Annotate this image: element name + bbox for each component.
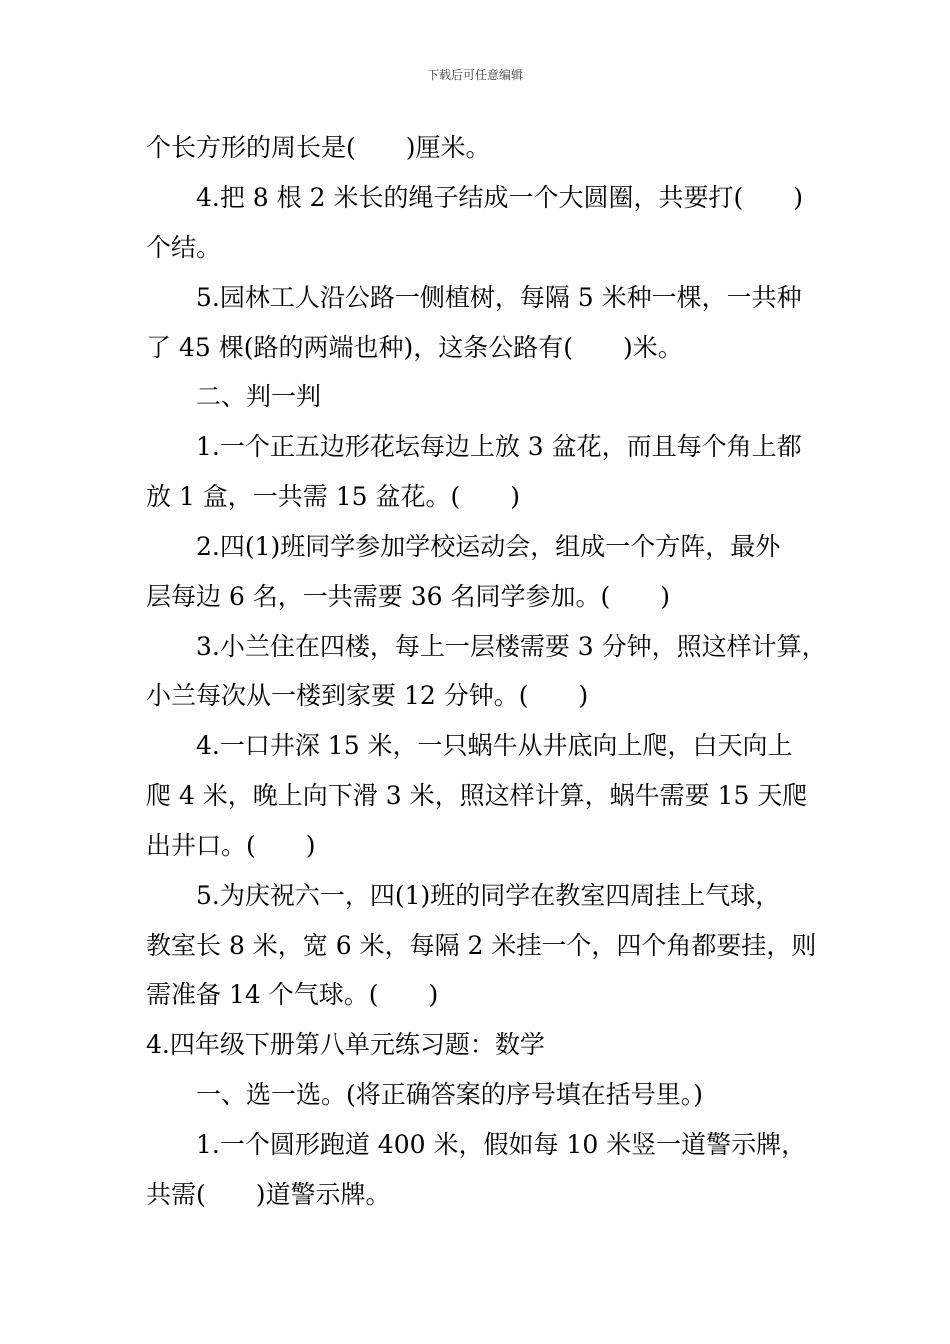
text-line: 层每边 6 名，一共需要 36 名同学参加。( ) <box>146 582 671 611</box>
text-line: 爬 4 米，晚上向下滑 3 米，照这样计算，蜗牛需要 15 天爬 <box>146 781 808 810</box>
text-line: 4.一口井深 15 米，一只蜗牛从井底向上爬，白天向上 <box>196 731 793 760</box>
text-line: 小兰每次从一楼到家要 12 分钟。( ) <box>146 681 589 710</box>
text-line: 放 1 盒，一共需 15 盆花。( ) <box>146 482 521 511</box>
text-line: 2.四(1)班同学参加学校运动会，组成一个方阵，最外 <box>196 532 781 561</box>
text-line: 需准备 14 个气球。( ) <box>146 980 439 1009</box>
text-line: 5.园林工人沿公路一侧植树，每隔 5 米种一棵，一共种 <box>196 283 802 312</box>
text-line: 5.为庆祝六一，四(1)班的同学在教室四周挂上气球， <box>196 881 781 910</box>
text-line: 出井口。( ) <box>146 831 316 860</box>
page-header: 下载后可任意编辑 <box>426 68 523 82</box>
text-line: 个长方形的周长是( )厘米。 <box>146 133 491 162</box>
text-line: 3.小兰住在四楼，每上一层楼需要 3 分钟，照这样计算， <box>196 632 827 661</box>
text-line: 了 45 棵(路的两端也种)，这条公路有( )米。 <box>146 333 683 362</box>
text-line: 4.把 8 根 2 米长的绳子结成一个大圆圈，共要打( ) <box>196 183 803 212</box>
text-line: 教室长 8 米，宽 6 米，每隔 2 米挂一个，四个角都要挂，则 <box>146 931 817 960</box>
section-title: 4.四年级下册第八单元练习题：数学 <box>146 1030 545 1059</box>
section-heading: 二、判一判 <box>196 382 322 411</box>
section-heading: 一、选一选。(将正确答案的序号填在括号里。) <box>196 1080 704 1109</box>
text-line: 1.一个圆形跑道 400 米，假如每 10 米竖一道警示牌， <box>196 1130 807 1159</box>
text-line: 1.一个正五边形花坛每边上放 3 盆花，而且每个角上都 <box>196 432 802 461</box>
text-line: 个结。 <box>146 233 222 262</box>
text-line: 共需( )道警示牌。 <box>146 1180 391 1209</box>
